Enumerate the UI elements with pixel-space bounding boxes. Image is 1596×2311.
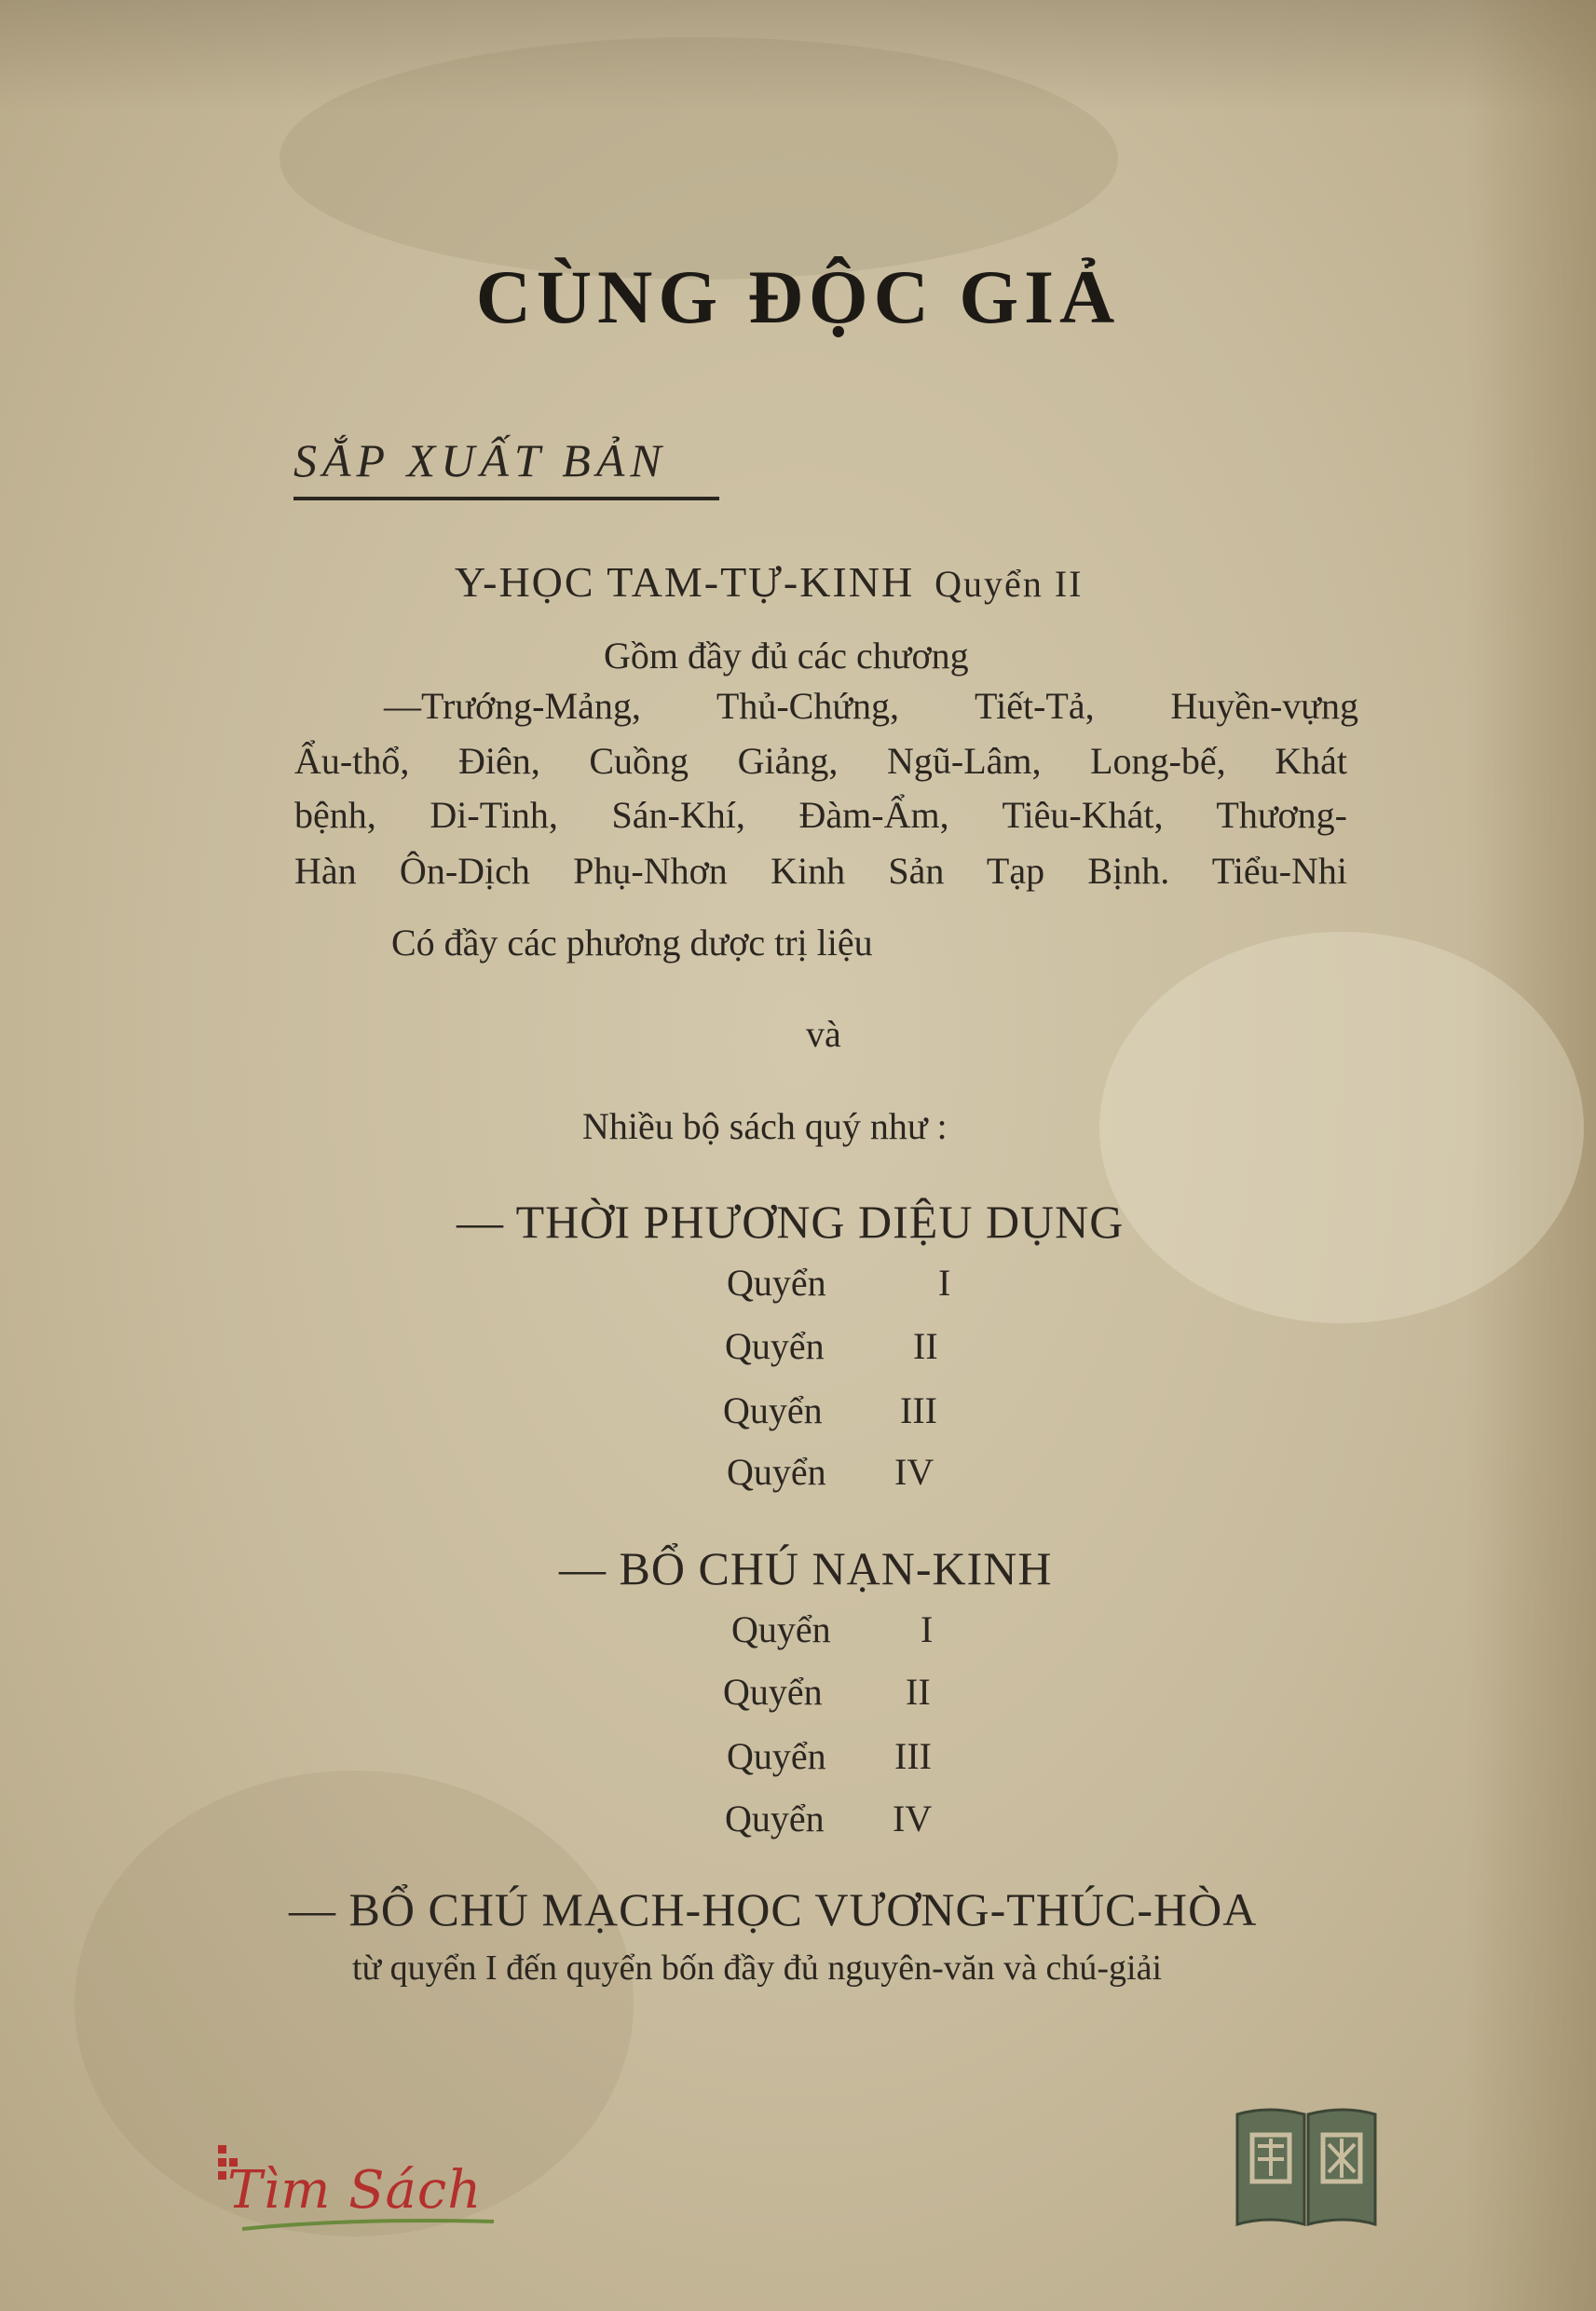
- volume-number: IV: [894, 1451, 934, 1493]
- book-logo: [1232, 2101, 1381, 2236]
- series-subtitle: từ quyển I đến quyển bốn đầy đủ nguyên-văn và chú-giải: [352, 1949, 1163, 1988]
- book-title-text: Y-HỌC TAM-TỰ-KINH: [455, 558, 915, 606]
- book-outro: Có đầy các phương dược trị liệu: [391, 922, 873, 964]
- volume-row: [723, 1670, 931, 1714]
- section-underline: [293, 497, 719, 500]
- volume-label: Quyển: [723, 1671, 823, 1713]
- chapter-line: —Trướng-Mảng, Thủ-Chứng, Tiết-Tả, Huyền-vựng: [384, 685, 1358, 727]
- volume-label: Quyển: [727, 1735, 826, 1777]
- volume-number: III: [900, 1389, 937, 1431]
- volume-number: I: [938, 1262, 951, 1304]
- series-title: — BỔ CHÚ MẠCH-HỌC VƯƠNG-THÚC-HÒA: [289, 1883, 1258, 1935]
- volume-number: II: [906, 1671, 931, 1713]
- page-shadow-right: [1466, 0, 1596, 2311]
- open-book-icon: [1232, 2101, 1381, 2232]
- volume-row: [731, 1607, 934, 1651]
- volume-number: II: [913, 1325, 938, 1367]
- volume-label: Quyển: [725, 1798, 825, 1839]
- page-shadow-top: [0, 0, 1596, 112]
- list-intro: Nhiều bộ sách quý như :: [582, 1105, 948, 1147]
- volume-label: Quyển: [723, 1389, 823, 1431]
- volume-label: Quyển: [727, 1262, 826, 1304]
- volume-number: I: [921, 1608, 934, 1650]
- series-title: — THỜI PHƯƠNG DIỆU DỤNG: [457, 1196, 1125, 1248]
- tim-sach-watermark: [214, 2143, 483, 2221]
- book-intro: Gồm đầy đủ các chương: [604, 635, 969, 677]
- series-title: — BỔ CHÚ NẠN-KINH: [559, 1542, 1053, 1594]
- volume-number: III: [894, 1735, 932, 1777]
- volume-label: Quyển: [727, 1451, 826, 1493]
- volume-number: IV: [893, 1798, 933, 1839]
- chapter-line: Ẩu-thổ, Điên, Cuồng Giảng, Ngũ-Lâm, Long-bế, Khát: [294, 740, 1347, 782]
- volume-row: [725, 1324, 938, 1368]
- chapter-line: Hàn Ôn-Dịch Phụ-Nhơn Kinh Sản Tạp Bịnh. Tiểu-Nhi: [294, 850, 1347, 892]
- volume-row: [727, 1261, 951, 1305]
- page-title: CÙNG ĐỘC GIẢ: [475, 254, 1121, 339]
- book-volume: Quyển II: [934, 563, 1084, 605]
- section-heading: SẮP XUẤT BẢN: [293, 434, 667, 486]
- book-title: [455, 557, 1083, 607]
- volume-row: [727, 1734, 932, 1778]
- volume-row: [727, 1450, 934, 1494]
- volume-row: [723, 1388, 937, 1432]
- chapter-line: bệnh, Di-Tinh, Sán-Khí, Đàm-Ẩm, Tiêu-Khát, Thương-: [294, 794, 1347, 836]
- volume-label: Quyển: [731, 1608, 831, 1650]
- connector-text: và: [806, 1013, 841, 1055]
- watermark-text: Tìm Sách: [227, 2160, 483, 2221]
- volume-row: [725, 1797, 933, 1840]
- volume-label: Quyển: [725, 1325, 825, 1367]
